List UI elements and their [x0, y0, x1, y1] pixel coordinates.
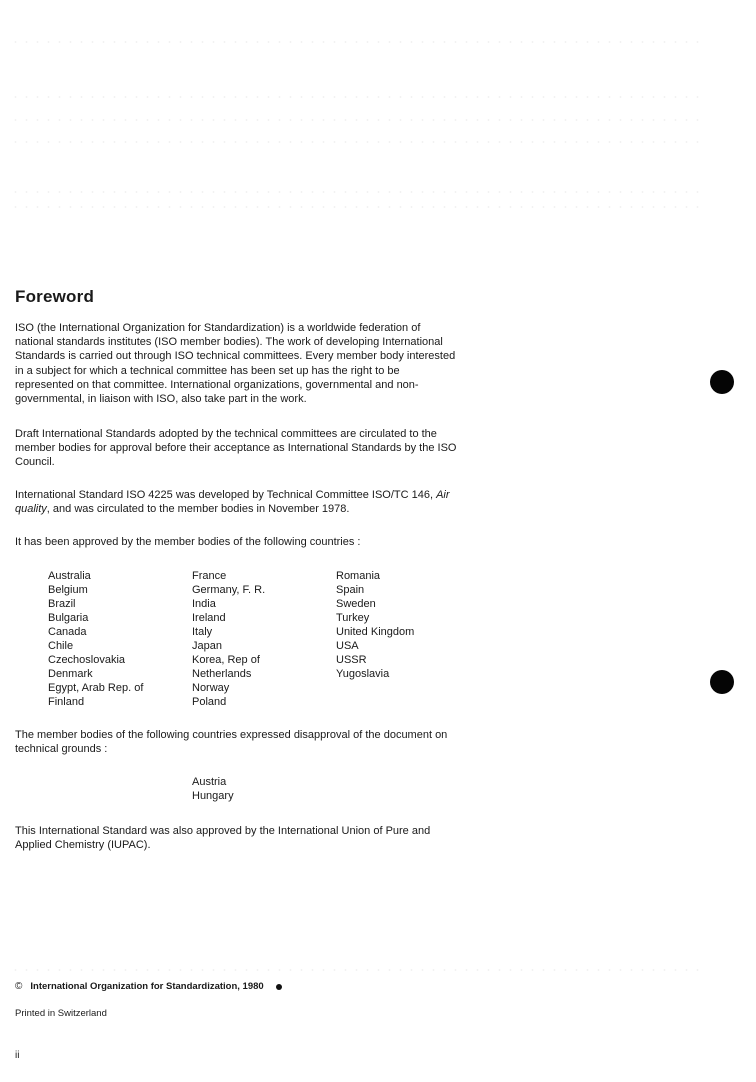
printed-in: Printed in Switzerland: [15, 1008, 107, 1019]
committee-subject: Air quality: [15, 489, 450, 516]
development-text-start: International Standard ISO 4225 was developed by Technical Committee ISO/TC 146,: [15, 489, 437, 501]
development-text-end: , and was circulated to the member bodies in November 1978.: [46, 503, 350, 516]
paragraph-development: [15, 488, 460, 516]
scan-noise: [10, 118, 700, 122]
country-item: Italy: [192, 626, 213, 638]
country-item: Norway: [192, 682, 230, 694]
country-item: Japan: [192, 640, 222, 652]
paragraph-iso-intro: ISO (the International Organization for Standardization) is a worldwide federation of national standards institutes (ISO member bodies). The work of developing International Standards is carried out through ISO technical committees. Every member body interested in a subject for which a technical committee has been set up has the right to be represented on that committee. International organizations, governmental and non-governmental, in liaison with ISO, also take part in the work.: [15, 322, 456, 406]
page-title: Foreword: [15, 287, 95, 306]
country-item: India: [192, 598, 216, 610]
country-item: USA: [336, 640, 359, 652]
country-item: Finland: [48, 696, 85, 708]
approving-countries-column-3: [336, 569, 414, 681]
country-item: Netherlands: [192, 668, 252, 680]
scan-noise: [10, 190, 700, 194]
country-item: Hungary: [192, 790, 234, 802]
country-item: Yugoslavia: [336, 668, 390, 680]
approving-countries-column-1: [48, 569, 143, 709]
country-item: Poland: [192, 696, 227, 708]
country-item: Spain: [336, 584, 365, 596]
country-item: Canada: [48, 626, 87, 638]
country-item: Chile: [48, 640, 74, 652]
scan-noise: [10, 968, 700, 972]
scan-noise: [10, 95, 700, 99]
punch-hole-icon: [710, 670, 734, 694]
scan-noise: [10, 40, 700, 44]
country-item: Korea, Rep of: [192, 654, 260, 666]
country-item: Australia: [48, 570, 91, 582]
country-item: Romania: [336, 570, 381, 582]
country-item: Austria: [192, 776, 227, 788]
paragraph-draft-standards: Draft International Standards adopted by the technical committees are circulated to the member bodies for approval before their acceptance as International Standards by the ISO Council.: [15, 428, 457, 469]
copyright-line: [15, 981, 282, 992]
country-item: USSR: [336, 654, 367, 666]
paragraph-approval: It has been approved by the member bodies of the following countries :: [15, 536, 361, 548]
paragraph-iupac: This International Standard was also approved by the International Union of Pure and Applied Chemistry (IUPAC).: [15, 825, 431, 852]
country-item: Sweden: [336, 598, 376, 610]
country-item: Denmark: [48, 668, 93, 680]
country-item: Czechoslovakia: [48, 654, 126, 666]
country-item: Ireland: [192, 612, 226, 624]
country-item: Brazil: [48, 598, 76, 610]
country-item: Belgium: [48, 584, 88, 596]
scan-noise: [10, 205, 700, 209]
country-item: Turkey: [336, 612, 370, 624]
scan-noise: [10, 140, 700, 144]
punch-hole-icon: [710, 370, 734, 394]
country-item: Germany, F. R.: [192, 584, 266, 596]
country-item: United Kingdom: [336, 626, 415, 638]
paragraph-disapproval: The member bodies of the following countries expressed disapproval of the document on technical grounds :: [15, 729, 448, 756]
country-item: Bulgaria: [48, 612, 89, 624]
copyright-icon: ©: [15, 981, 23, 992]
page-number: ii: [15, 1050, 20, 1061]
copyright-text: International Organization for Standardization, 1980: [30, 981, 264, 992]
approving-countries-column-2: [192, 569, 265, 709]
country-item: Egypt, Arab Rep. of: [48, 682, 144, 694]
bullet-icon: [276, 984, 282, 990]
disapproving-countries-list: [192, 775, 234, 803]
country-item: France: [192, 570, 227, 582]
